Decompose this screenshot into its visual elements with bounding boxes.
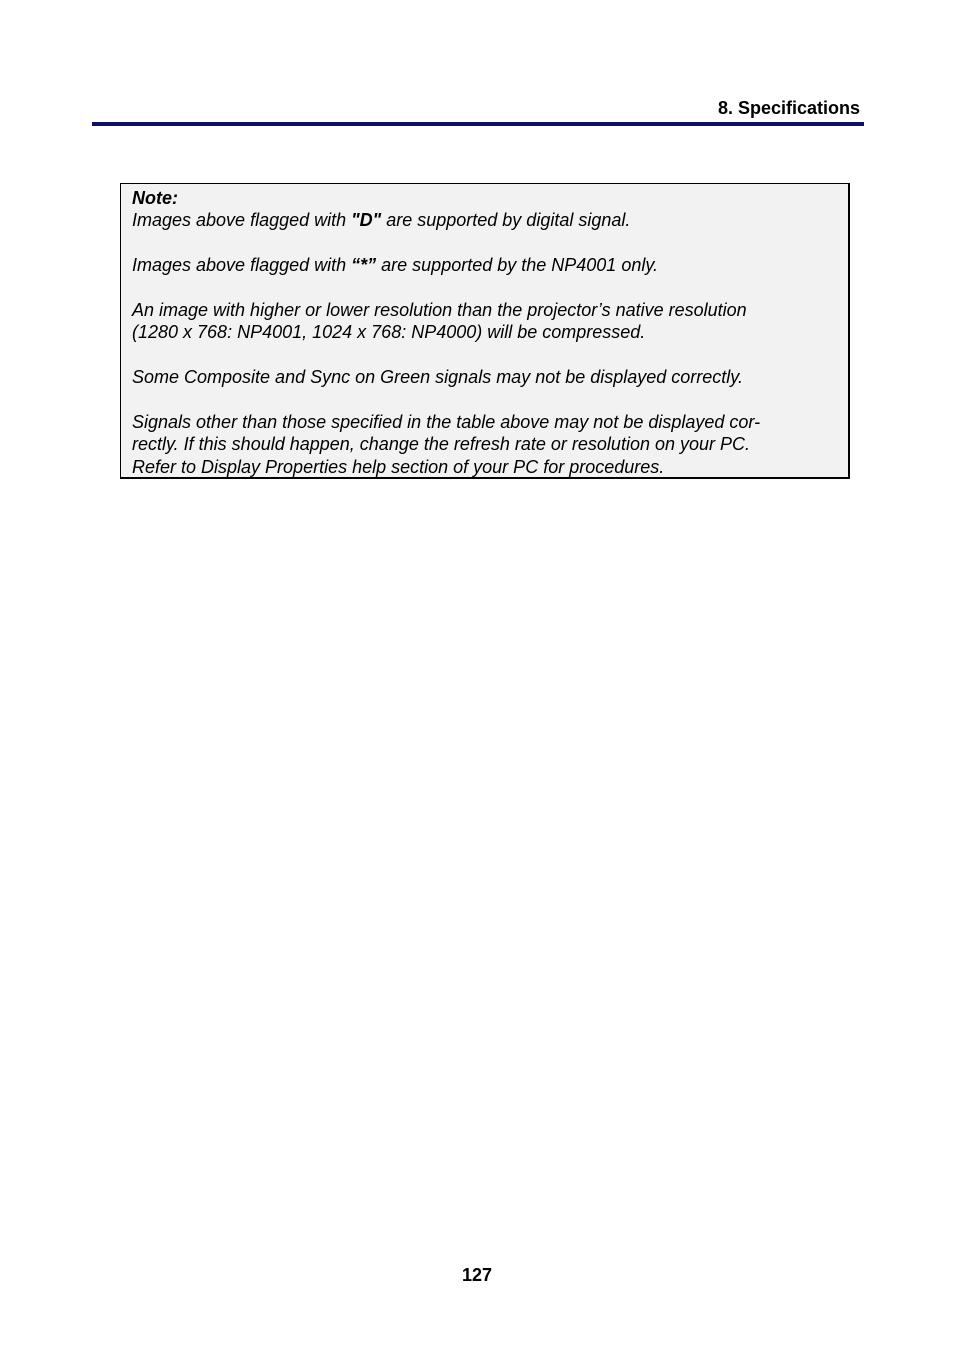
note-line: An image with higher or lower resolution than the projector’s native resolution <box>132 300 747 320</box>
flag-d: "D" <box>351 210 382 231</box>
note-paragraph-composite-sync <box>132 366 838 388</box>
note-line: Refer to Display Properties help section of your PC for procedures. <box>132 456 665 477</box>
note-text: Images above flagged with <box>132 210 352 231</box>
note-paragraph-resolution <box>132 299 838 344</box>
note-paragraph-np4001-only <box>132 254 838 276</box>
flag-asterisk: “*” <box>351 255 377 276</box>
header-rule <box>92 122 864 126</box>
note-paragraph-other-signals <box>132 411 838 478</box>
note-line: (1280 x 768: NP4001, 1024 x 768: NP4000) will be compressed. <box>132 322 646 343</box>
note-line: Some Composite and Sync on Green signals may not be displayed correctly. <box>132 367 743 388</box>
note-line: rectly. If this should happen, change the refresh rate or resolution on your PC. <box>132 434 751 455</box>
page-number: 127 <box>461 1265 493 1285</box>
note-text: Images above flagged with <box>132 255 352 276</box>
note-box <box>120 183 850 479</box>
note-text: are supported by the NP4001 only. <box>376 255 659 276</box>
note-heading: Note: <box>132 188 178 208</box>
note-paragraph-digital-signal <box>132 209 838 231</box>
section-title: 8. Specifications <box>717 98 860 118</box>
note-line: Signals other than those specified in the table above may not be displayed cor- <box>132 412 761 432</box>
note-text: are supported by digital signal. <box>381 210 631 231</box>
